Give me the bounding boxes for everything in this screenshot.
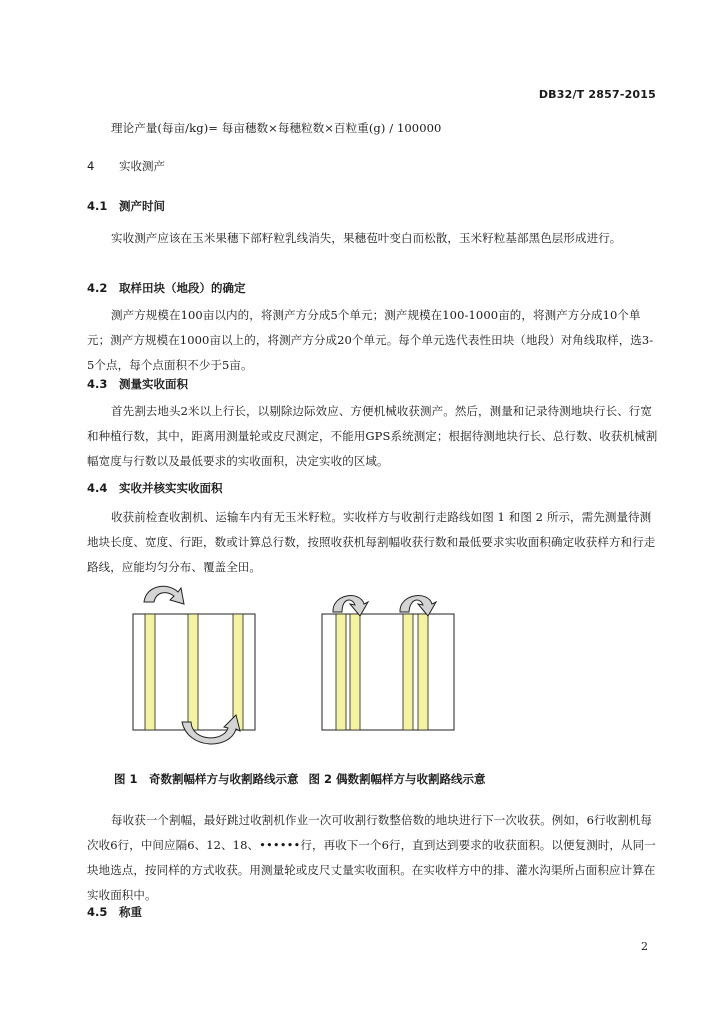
yield-formula: 理论产量(每亩/kg)= 每亩穗数×每穗粒数×百粒重(g) / 100000 xyxy=(111,121,442,135)
page-number: 2 xyxy=(641,940,648,953)
section-4-5-number: 4.5 xyxy=(87,905,108,919)
section-4-4-title: 实收并核实实收面积 xyxy=(119,481,223,495)
figure-2-strip-4 xyxy=(418,614,428,730)
section-4-3-number: 4.3 xyxy=(87,377,108,391)
figure-1-strip-1 xyxy=(145,614,155,730)
section-4-1-title: 测产时间 xyxy=(119,199,165,213)
section-4-2-number: 4.2 xyxy=(87,281,108,295)
figure-2-caption: 图 2 偶数割幅样方与收割路线示意 xyxy=(308,772,486,786)
section-4-3-body: 首先割去地头2米以上行长，以剔除边际效应、方便机械收获测产。然后，测量和记录待测地块行长、行宽和种植行数，其中，距离用测量轮或皮尺测定，不能用GPS系统测定；根据待测地块行长、总行数、收获机械割幅宽度与行数以及最低要求的实收面积，决定实收的区域。 xyxy=(87,404,658,468)
section-4-1-number: 4.1 xyxy=(87,199,108,213)
section-4-4-continued-body: 每收获一个割幅，最好跳过收割机作业一次可收割行数整倍数的地块进行下一次收获。例如，6行收割机每次收6行，中间应隔6、12、18、••••••行，再收下一个6行，直到达到要求的收获面积。以便复测时，从同一块地选点，按同样的方式收获。用测量轮或皮尺丈量实收面积。在实收样方中的排、灌水沟渠所占面积应计算在实收面积中。 xyxy=(87,813,656,902)
figure-2-strip-3 xyxy=(403,614,413,730)
figure-2-left-arrow-icon xyxy=(333,596,368,616)
figure-1-top-arrow-icon xyxy=(144,586,184,604)
section-4-1-body: 实收测产应该在玉米果穗下部籽粒乳线消失，果穗苞叶变白而松散，玉米籽粒基部黑色层形成进行。 xyxy=(111,231,622,245)
figure-captions xyxy=(114,771,486,787)
section-4-number: 4 xyxy=(87,159,95,173)
standard-code: DB32/T 2857-2015 xyxy=(538,88,656,101)
section-4-4-body: 收获前检查收割机、运输车内有无玉米籽粒。实收样方与收割行走路线如图 1 和图 2 所示，需先测量待测地块长度、宽度、行距，数或计算总行数，按照收获机每割幅收获行数和最低要求实收面积确定收获样方和行走路线，应能均匀分布、覆盖全田。 xyxy=(87,510,656,574)
section-4-5-heading xyxy=(87,904,142,920)
section-4-3-title: 测量实收面积 xyxy=(119,377,188,391)
figure-2-strip-1 xyxy=(336,614,346,730)
figure-1-strip-3 xyxy=(233,614,243,730)
section-4-2-body: 测产方规模在100亩以内的，将测产方分成5个单元；测产规模在100-1000亩的，将测产方分成10个单元；测产方规模在1000亩以上的，将测产方分成20个单元。每个单元选代表性田块（地段）对角线取样，选3-5个点，每个点面积不少于5亩。 xyxy=(87,308,654,372)
figure-2-diagram xyxy=(322,596,454,730)
section-4-5-title: 称重 xyxy=(119,905,142,919)
figure-2-strip-2 xyxy=(350,614,360,730)
figure-1-strip-2 xyxy=(188,614,198,730)
figure-2-right-arrow-icon xyxy=(400,596,436,616)
section-4-4-number: 4.4 xyxy=(87,481,108,495)
figure-1-caption: 图 1 奇数割幅样方与收割路线示意 xyxy=(114,772,299,786)
figure-1-diagram xyxy=(133,586,255,744)
section-4-title: 实收测产 xyxy=(119,159,165,173)
section-4-2-title: 取样田块（地段）的确定 xyxy=(119,281,246,295)
